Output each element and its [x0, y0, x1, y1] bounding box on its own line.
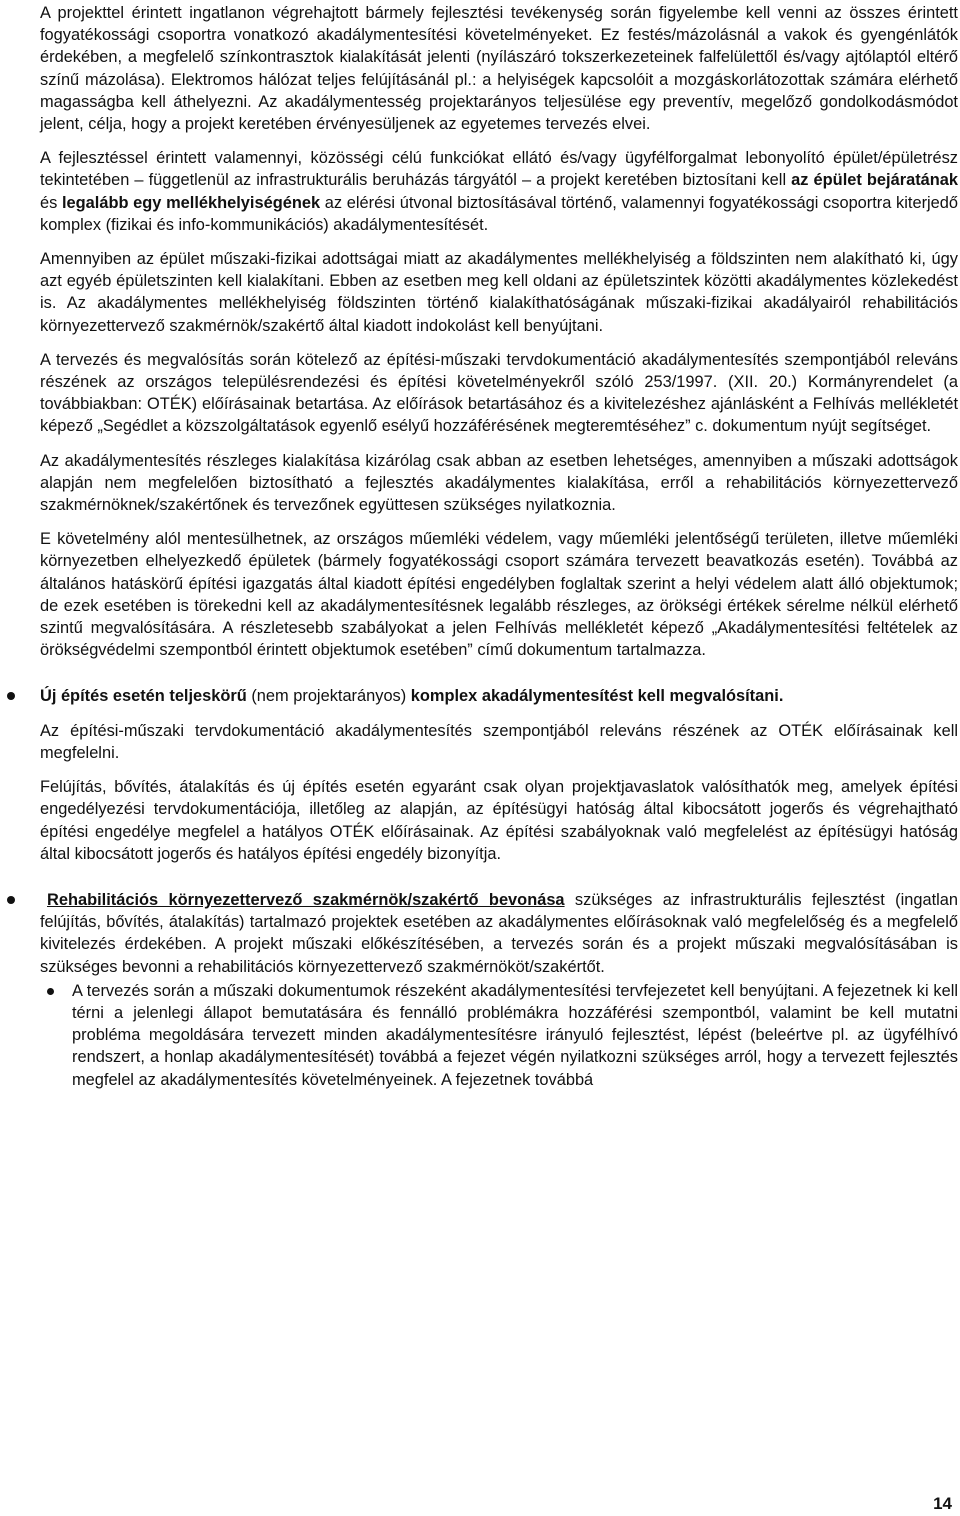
text-run: az elérési útvonal biztosításával történő, valamennyi fogyatékossági csoportra kiterjedő komplex (fizikai és info-kommunikációs) akadálymentesítését.	[40, 193, 959, 234]
bold-text-toilet: legalább egy mellékhelyiségének	[62, 193, 321, 212]
paragraph-building-permit: Felújítás, bővítés, átalakítás és új építés esetén egyaránt csak olyan projektjavaslatok valósíthatók meg, amelyek építési engedélyezési tervdokumentációja, illetőleg az alapján, az építésügyi hatóság által kibocsátott jogerős és végrehajtható építési engedélye megfelel a hatályos OTÉK előírásainak. Az építési szabályoknak való megfelelést az építésügyi hatóság által kibocsátott jogerős és hatályos építési engedély bizonyítja.	[40, 778, 958, 863]
sub-bullet-plan-chapter	[72, 980, 958, 1091]
bold-text: komplex akadálymentesítést kell megvalósítani.	[410, 687, 784, 706]
text-run: A fejlesztéssel érintett valamennyi, közösségi célú funkciókat ellátó és/vagy ügyfélforgalmat lebonyolító épület/épületrész tekintetében – függetlenül az infrastrukturális beruházás tárgyától – a projekt keretében biztosítani kell	[40, 149, 958, 190]
bullet-new-construction	[40, 685, 958, 864]
bullet-rehab-expert	[40, 889, 958, 1091]
sub-bullet-text: A tervezés során a műszaki dokumentumok részeként akadálymentesítési tervfejezetet kell benyújtani. A fejezetnek ki kell térni a jelenlegi állapot bemutatására és fennálló problémákra hozzáférési szempontból, valamint be kell mutatni probléma megoldására tervezett minden akadálymentesítésre irányuló fejlesztést, lépést (beleértve pl. az ügyfélhívó rendszert, a honlap akadálymentesítését) továbbá a fejezet végén nyilatkozni szükséges arról, hogy a tervezett fejlesztés megfelel az akadálymentesítés követelményeinek. A fejezetnek továbbá	[72, 981, 958, 1089]
document-page	[40, 0, 958, 1091]
paragraph-exemptions: E követelmény alól mentesülhetnek, az országos műemléki védelem, vagy műemléki jelentőségű területen, illetve műemléki környezetben elhelyezkedő épületek (bármely fogyatékossági csoport számára tervezett beavatkozás esetén). Továbbá az általános hatáskörű építési igazgatás által kiadott építési engedélyben foglaltak szerint a helyi védelem alatt álló objektumok; de ezek esetében is törekedni kell az akadálymentesítésnek legalább részleges, az örökségi értékek sérelme nélkül elérhető szintű megvalósítására. A részletesebb szabályokat a jelen Felhívás mellékletét képező „Akadálymentesítési feltételek az örökségvédelmi szempontból érintett objektumok esetében” című dokumentum tartalmazza.	[40, 530, 958, 660]
bullet-heading	[40, 685, 958, 707]
bullet-icon	[47, 988, 54, 995]
bullet-rehab-text	[40, 889, 958, 978]
text-run: szükséges az infrastrukturális fejlesztést (ingatlan felújítás, bővítés, átalakítás) tartalmazó projektek esetében az akadálymentes előírásoknak való megfelelőség és a megfelelő kivitelezés érdekében. A projekt műszaki előkészítésében, a tervezés során és a projekt műszaki megvalósításában is szükséges bevonni a rehabilitációs környezettervező szakmérnököt/szakértőt.	[40, 890, 959, 976]
paragraph-requirements: A projekttel érintett ingatlanon végrehajtott bármely fejlesztési tevékenység során figyelembe kell venni az összes érintett fogyatékossági csoportra vonatkozó akadálymentesítési követelményeket. Ez festés/mázolásnál a vakok és gyengénlátók érdekében, a megfelelő színkontrasztok kialakítását jelenti (nyílászáró tokszerkezeteinek falfelülettől és/vagy ajtólaptól eltérő színű mázolása). Elektromos hálózat teljes felújításánál pl.: a helyiségek kapcsolóit a mozgáskorlátozottak számára elérhető magasságba kell áthelyezni. Az akadálymentesség projektarányos teljesülése egy preventív, megelőző gondolkodásmódot jelent, célja, hogy a projekt keretében érvényesüljenek az egyetemes tervezés elvei.	[40, 4, 958, 134]
page-number: 14	[933, 1494, 952, 1513]
bullet-icon	[7, 692, 15, 700]
paragraph-entrance-toilet	[40, 147, 958, 236]
paragraph-ground-floor: Amennyiben az épület műszaki-fizikai adottságai miatt az akadálymentes mellékhelyiség a földszinten nem alakítható ki, úgy azt egyéb épületszinten kell kialakítani. Ebben az esetben meg kell oldani az épületszintek közötti akadálymentes közlekedést is. Az akadálymentes mellékhelyiség földszinten történő kialakíthatóságának műszaki-fizikai akadályairól rehabilitációs környezettervező szakmérnök/szakértő által kiadott indokolást kell benyújtani.	[40, 250, 958, 335]
bold-text-entrance: az épület bejáratának	[791, 171, 959, 190]
paragraph-otek: A tervezés és megvalósítás során kötelező az építési-műszaki tervdokumentáció akadálymentesítés szempontjából releváns részének az országos településrendezési és építési követelményekről szóló 253/1997. (XII. 20.) Kormányrendelet (a továbbiakban: OTÉK) előírásainak betartása. Az előírások betartásához és a kivitelezéshez ajánlásként a Felhívás mellékletét képező „Segédlet a közszolgáltatások egyenlő esélyű hozzáférésének megteremtéséhez” c. dokumentum nyújt segítséget.	[40, 350, 958, 436]
underlined-bold-text: Rehabilitációs környezettervező szakmérnök/szakértő bevonása	[47, 890, 565, 909]
text-run: (nem projektarányos)	[246, 687, 411, 706]
paragraph-otek-compliance: Az építési-műszaki tervdokumentáció akadálymentesítés szempontjából releváns részének az OTÉK előírásainak kell megfelelni.	[40, 721, 958, 762]
bullet-icon	[7, 896, 15, 904]
text-run: és	[40, 193, 62, 212]
paragraph-partial: Az akadálymentesítés részleges kialakítása kizárólag csak abban az esetben lehetséges, amennyiben a műszaki adottságok alapján nem megfelelően biztosítható a fejlesztés akadálymentes kialakítása, erről a rehabilitációs környezettervező szakmérnöknek/szakértőnek és tervezőnek együttesen szükséges nyilatkoznia.	[40, 451, 958, 515]
bold-text: Új építés esetén teljeskörű	[40, 687, 247, 706]
